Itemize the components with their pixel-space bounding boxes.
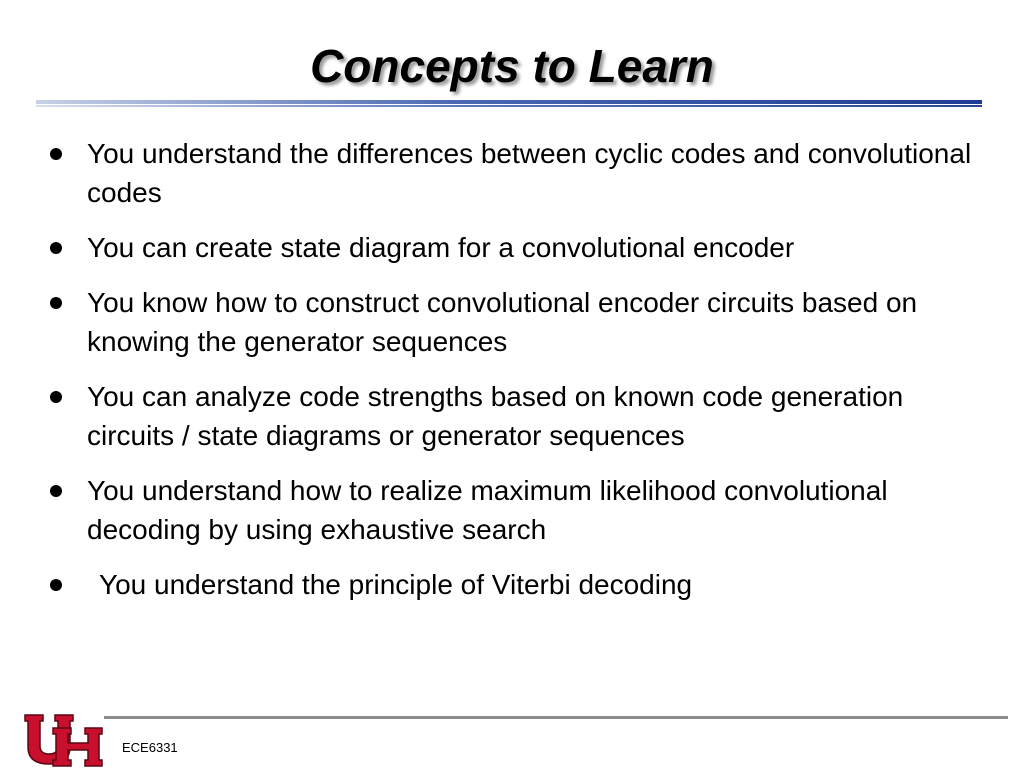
bullet-item — [48, 377, 978, 455]
bullet-item — [48, 565, 978, 604]
bullet-item — [48, 228, 978, 267]
bullet-list — [48, 134, 978, 620]
bullet-text: You understand the differences between cyclic codes and convolutional codes — [87, 138, 972, 208]
bullet-text: You know how to construct convolutional encoder circuits based on knowing the generator sequences — [87, 287, 918, 357]
title-underline — [36, 100, 982, 110]
bullet-dot-icon — [50, 148, 62, 160]
bullet-dot-icon — [50, 242, 62, 254]
uh-logo-icon — [22, 712, 104, 768]
bullet-dot-icon — [50, 579, 62, 591]
title-underline-thick — [36, 100, 982, 104]
bullet-text: You can analyze code strengths based on known code generation circuits / state diagrams or generator sequences — [87, 381, 904, 451]
slide-title: Concepts to Learn — [310, 40, 714, 92]
title-underline-thin — [36, 105, 982, 107]
bullet-text: You can create state diagram for a convolutional encoder — [87, 232, 795, 263]
bullet-item — [48, 283, 978, 361]
bullet-dot-icon — [50, 391, 62, 403]
bullet-item — [48, 471, 978, 549]
bullet-dot-icon — [50, 297, 62, 309]
course-code: ECE6331 — [122, 740, 178, 755]
bullet-item — [48, 134, 978, 212]
bullet-dot-icon — [50, 485, 62, 497]
bullet-text: You understand how to realize maximum likelihood convolutional decoding by using exhaustive search — [87, 475, 888, 545]
bullet-text: You understand the principle of Viterbi decoding — [99, 569, 693, 600]
footer-divider — [104, 716, 1008, 719]
